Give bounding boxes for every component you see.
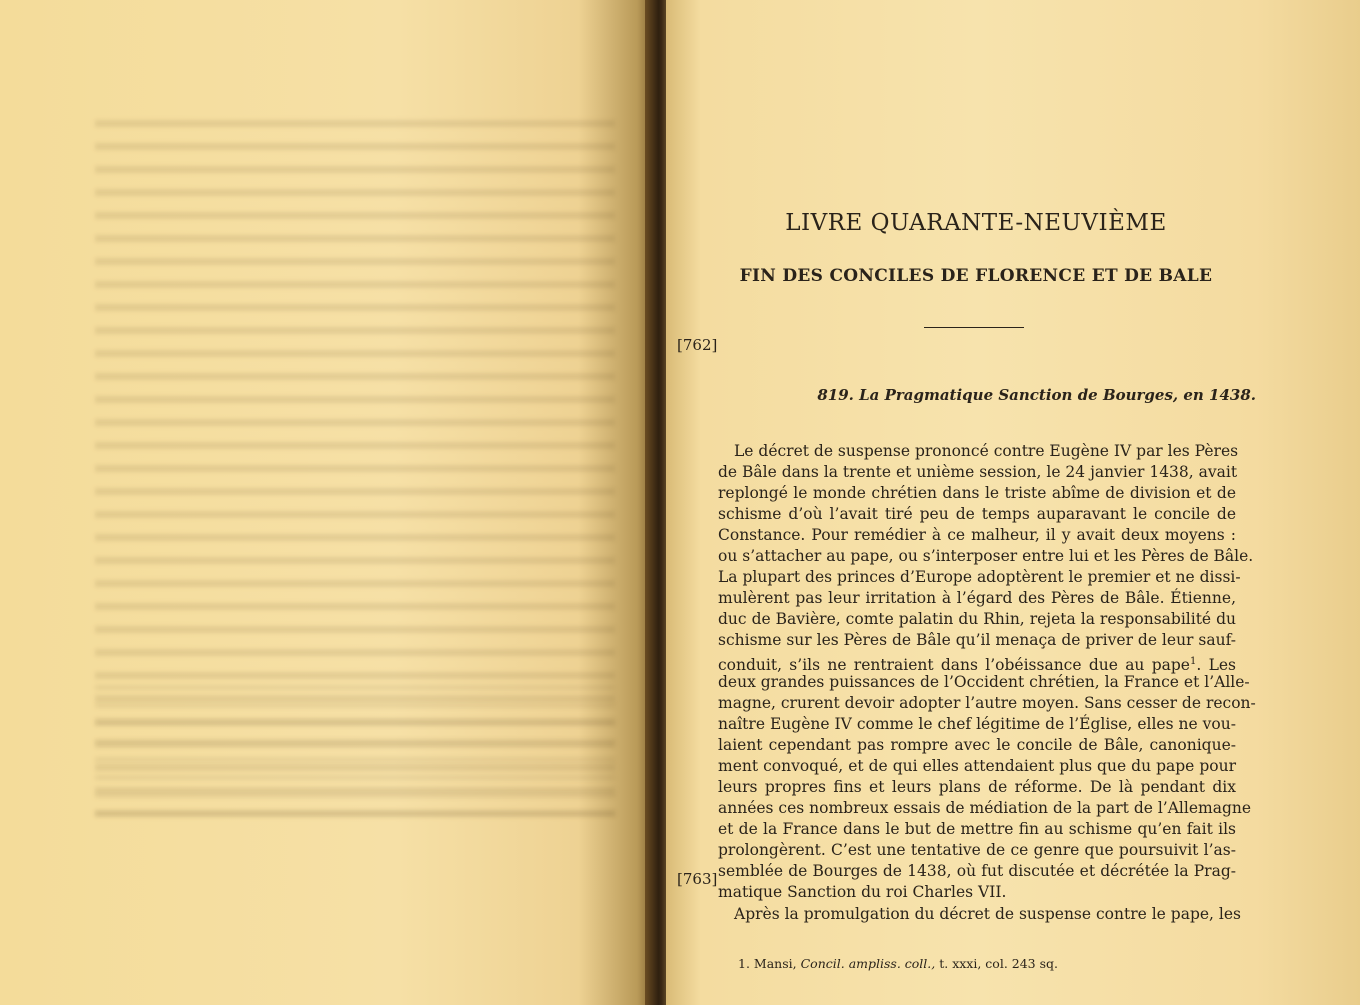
paragraph-main xyxy=(718,441,1256,903)
text-line: matique Sanction du roi Charles VII. xyxy=(718,883,1007,901)
text-line: duc de Bavière, comte palatin du Rhin, rejeta la responsabilité du xyxy=(718,610,1236,628)
text-fragment: conduit, s’ils ne rentraient dans l’obéissance due au pape xyxy=(718,656,1190,675)
show-through-footnotes xyxy=(95,685,615,825)
text-line: et de la France dans le but de mettre fin au schisme qu’en fait ils xyxy=(718,820,1236,838)
left-page xyxy=(0,0,657,1005)
footnote-citation: t. xxxi, col. 243 sq. xyxy=(939,956,1058,971)
footnote-title: Concil. ampliss. coll., xyxy=(800,956,936,971)
footnote-author: Mansi, xyxy=(753,956,797,971)
paragraph-next xyxy=(718,904,1241,925)
footnote-ref: 1 xyxy=(1189,656,1197,667)
text-line-with-note xyxy=(718,651,1236,675)
book-title: LIVRE QUARANTE-NEUVIÈME xyxy=(785,210,1167,236)
title-rule xyxy=(924,327,1024,328)
text-line: laient cependant pas rompre avec le concile de Bâle, canonique- xyxy=(718,736,1236,754)
text-line: leurs propres fins et leurs plans de réforme. De là pendant dix xyxy=(718,778,1236,796)
text-line: semblée de Bourges de 1438, où fut discutée et décrétée la Prag- xyxy=(718,862,1236,880)
text-line: La plupart des princes d’Europe adoptèrent le premier et ne dissi- xyxy=(718,568,1241,586)
text-line: mulèrent pas leur irritation à l’égard des Pères de Bâle. Étienne, xyxy=(718,589,1236,607)
page-content xyxy=(666,0,1360,1005)
text-line: Constance. Pour remédier à ce malheur, il y avait deux moyens : xyxy=(718,526,1236,544)
page-marker-763: [763] xyxy=(677,870,718,888)
part-title: FIN DES CONCILES DE FLORENCE ET DE BALE xyxy=(739,266,1213,286)
text-line: ou s’attacher au pape, ou s’interposer entre lui et les Pères de Bâle. xyxy=(718,547,1254,565)
text-line: années ces nombreux essais de médiation de la part de l’Allemagne xyxy=(718,799,1252,817)
text-line: prolongèrent. C’est une tentative de ce genre que poursuivit l’as- xyxy=(718,841,1236,859)
footnote xyxy=(738,956,1058,971)
text-fragment: . Les xyxy=(1196,656,1236,675)
text-line: naître Eugène IV comme le chef légitime de l’Église, elles ne vou- xyxy=(718,715,1236,733)
text-line: schisme d’où l’avait tiré peu de temps auparavant le concile de xyxy=(718,505,1236,523)
page-marker-762: [762] xyxy=(677,336,718,354)
text-line: ment convoqué, et de qui elles attendaient plus que du pape pour xyxy=(718,757,1236,775)
right-page xyxy=(666,0,1360,1005)
section-heading: 819. La Pragmatique Sanction de Bourges, en 1438. xyxy=(817,386,1256,404)
text-line: schisme sur les Pères de Bâle qu’il menaça de priver de leur sauf- xyxy=(718,631,1236,649)
footnote-number: 1. xyxy=(738,956,750,971)
text-line: magne, crurent devoir adopter l’autre moyen. Sans cesser de recon- xyxy=(718,694,1256,712)
text-line: Après la promulgation du décret de suspense contre le pape, les xyxy=(734,905,1241,923)
text-line: deux grandes puissances de l’Occident chrétien, la France et l’Alle- xyxy=(718,673,1250,691)
text-line: de Bâle dans la trente et unième session, le 24 janvier 1438, avait xyxy=(718,463,1238,481)
text-line: Le décret de suspense prononcé contre Eugène IV par les Pères xyxy=(734,442,1239,460)
text-line: replongé le monde chrétien dans le triste abîme de division et de xyxy=(718,484,1236,502)
